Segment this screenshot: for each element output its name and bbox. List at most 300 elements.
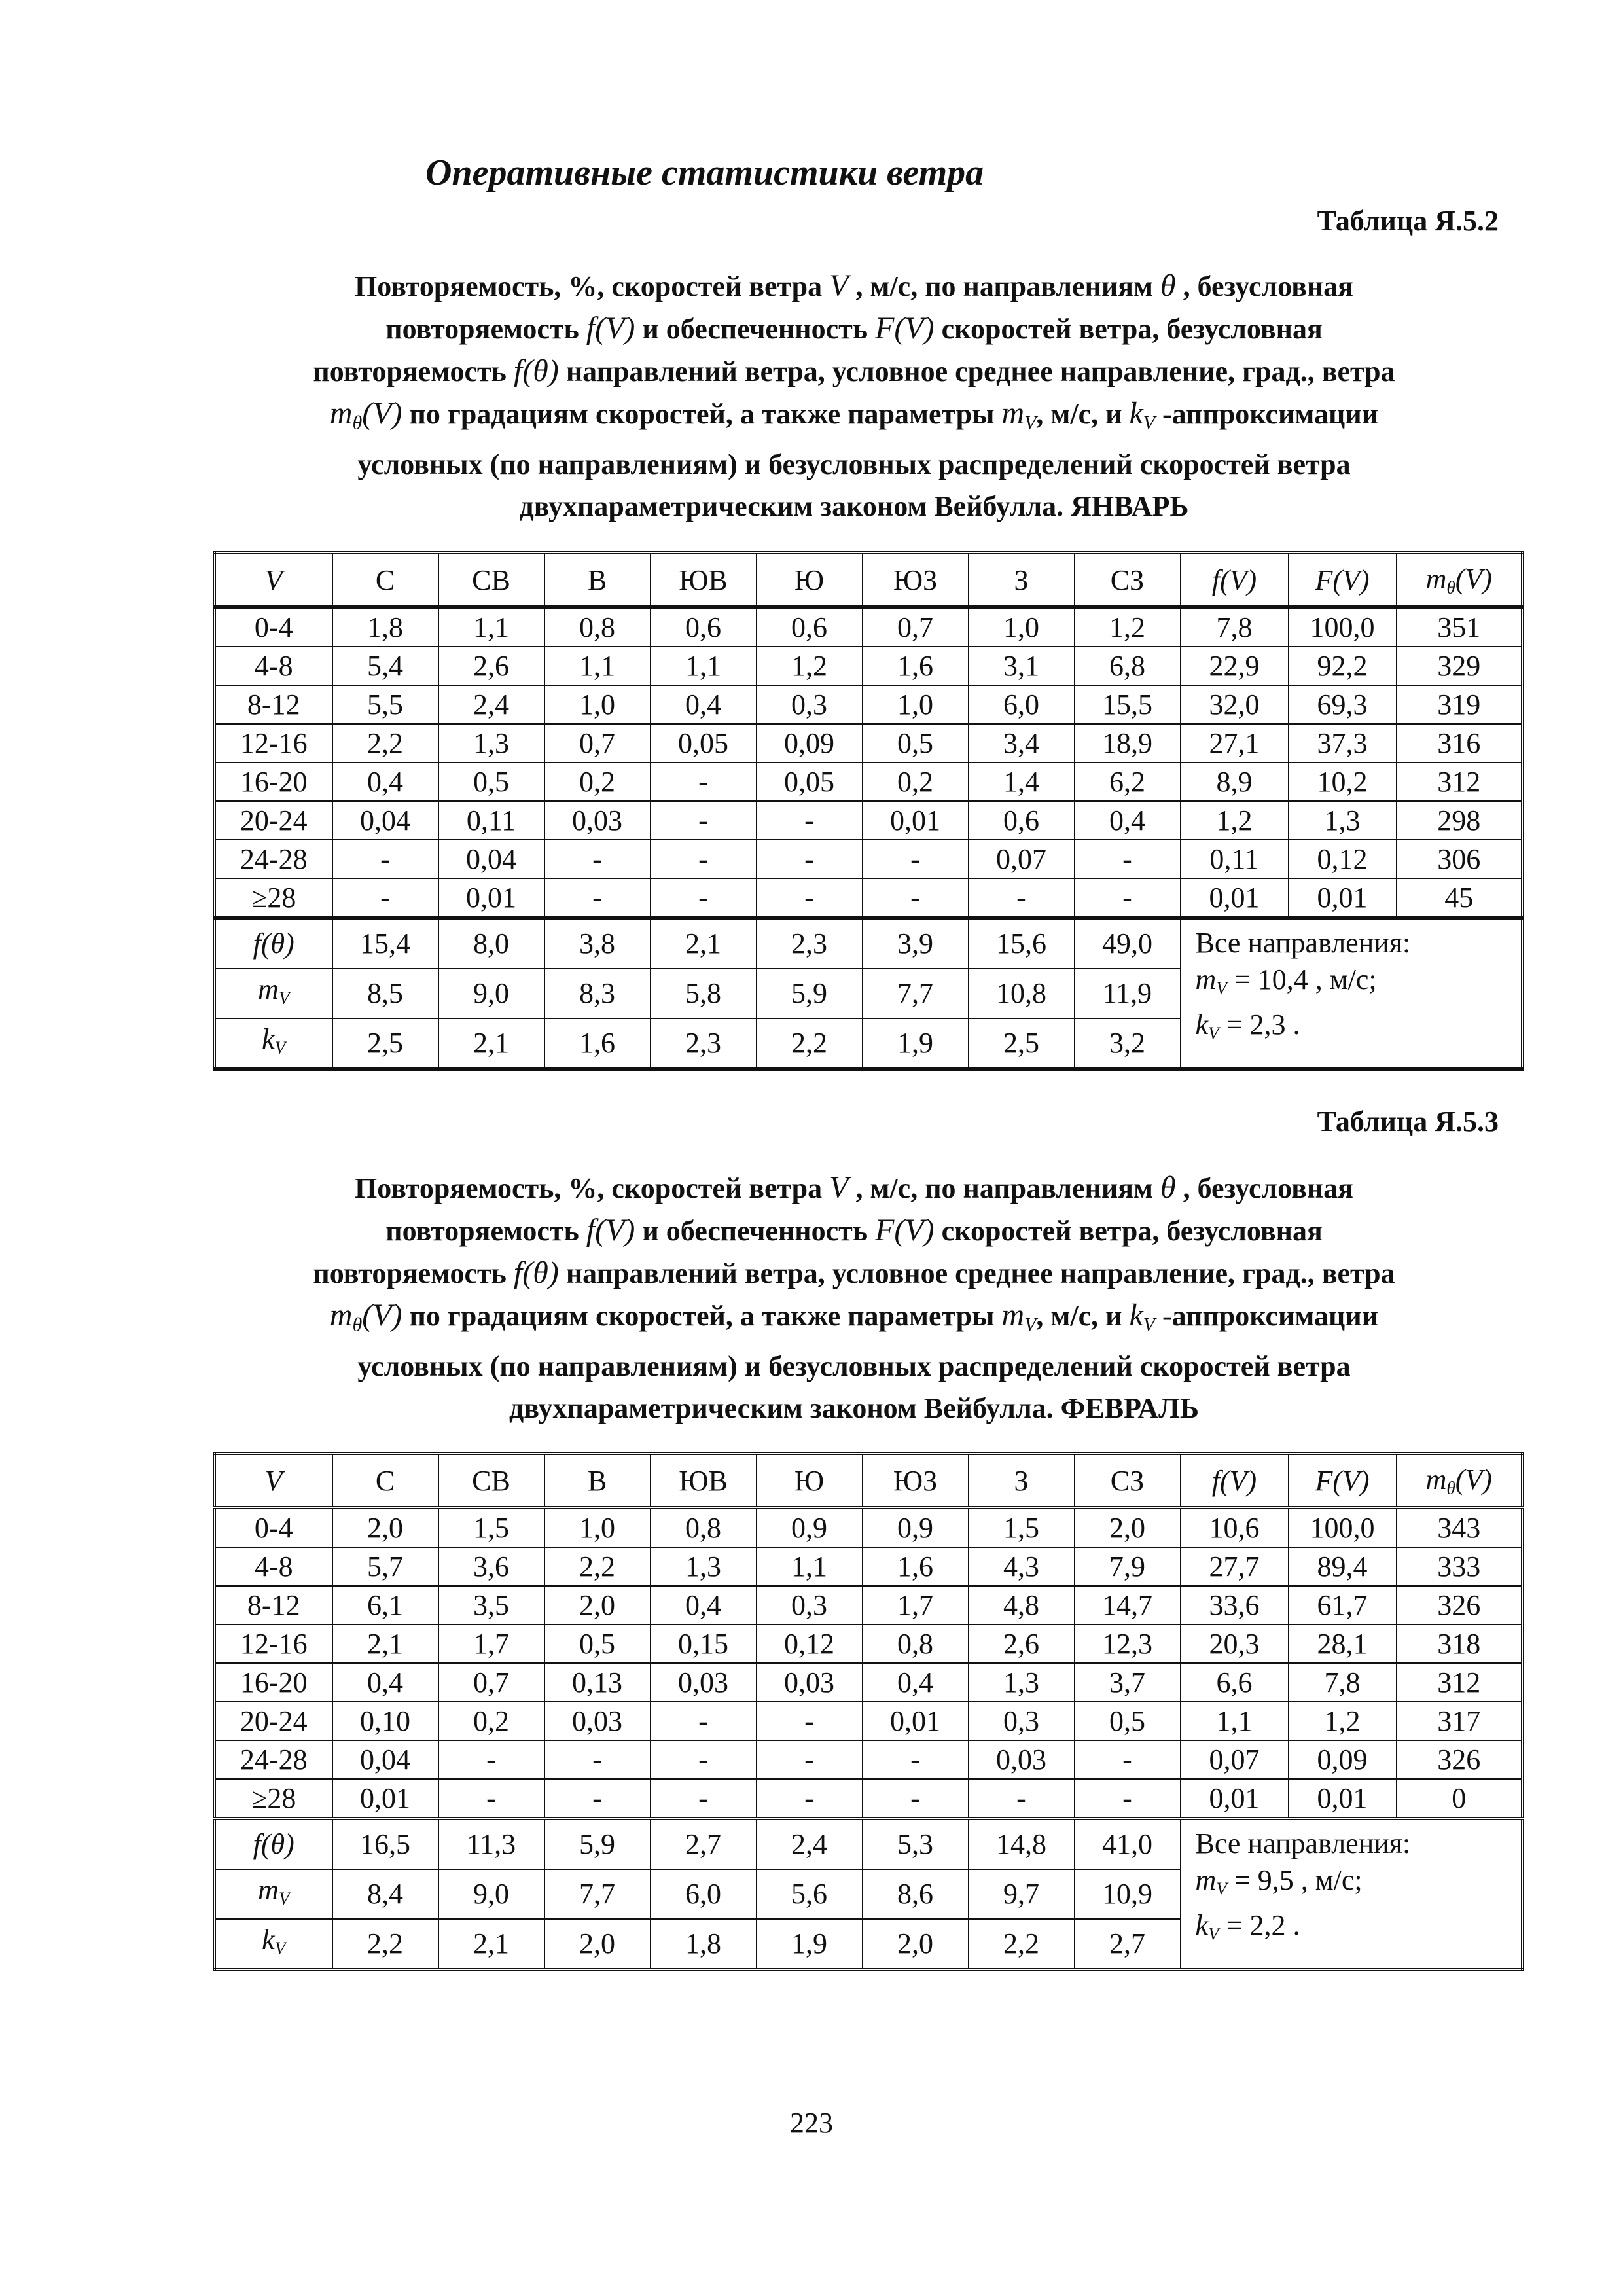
table-cell: 1,1 [757, 1547, 863, 1586]
all-directions-kv: $k_V = 2,2$ . [1195, 1909, 1300, 1944]
table-cell: - [438, 1740, 544, 1779]
table-cell: 1,1 [438, 607, 544, 647]
table-cell: 329 [1397, 647, 1523, 685]
table-cell: 3,9 [863, 918, 969, 969]
table-cell: 0,4 [651, 685, 757, 724]
table-cell: 4,8 [969, 1586, 1075, 1624]
column-header: СЗ [1075, 553, 1181, 607]
table-cell: 49,0 [1075, 918, 1181, 969]
table-row [215, 1624, 1523, 1663]
column-header: $m_\theta(V)$ [1397, 553, 1523, 607]
table-cell: - [757, 1702, 863, 1740]
table-cell: 7,8 [1181, 607, 1289, 647]
table-cell: 343 [1397, 1508, 1523, 1548]
table-cell: 2,4 [438, 685, 544, 724]
table-row [215, 762, 1523, 801]
table-cell: 0,6 [969, 801, 1075, 840]
table-cell: 0,7 [438, 1663, 544, 1702]
table-cell: 1,2 [1289, 1702, 1397, 1740]
table-cell: 2,0 [332, 1508, 438, 1548]
table-cell: 0,8 [863, 1624, 969, 1663]
table-cell: 10,8 [969, 969, 1075, 1018]
table-cell: 61,7 [1289, 1586, 1397, 1624]
table-cell: 0,01 [863, 801, 969, 840]
table-cell: 7,7 [544, 1869, 651, 1919]
table-cell: - [544, 878, 651, 918]
column-header: С [332, 553, 438, 607]
table-cell: 45 [1397, 878, 1523, 918]
table-cell: 100,0 [1289, 1508, 1397, 1548]
table-cell: 20-24 [215, 801, 332, 840]
table-cell: 10,6 [1181, 1508, 1289, 1548]
table-cell: 0,4 [1075, 801, 1181, 840]
column-header: Ю [757, 553, 863, 607]
table-cell: 0,3 [757, 1586, 863, 1624]
table-cell: 12,3 [1075, 1624, 1181, 1663]
all-directions-summary [1181, 1819, 1523, 1970]
table-cell: 319 [1397, 685, 1523, 724]
table-cell: 351 [1397, 607, 1523, 647]
table-cell: 1,6 [544, 1018, 651, 1069]
table-cell: 0 [1397, 1779, 1523, 1819]
table-cell: 5,5 [332, 685, 438, 724]
table-cell: 1,5 [438, 1508, 544, 1548]
table-cell: 3,1 [969, 647, 1075, 685]
table-cell: 1,3 [438, 724, 544, 762]
table-cell: 0,5 [438, 762, 544, 801]
table-cell: 0,01 [1181, 1779, 1289, 1819]
table-cell: 316 [1397, 724, 1523, 762]
table-cell: 100,0 [1289, 607, 1397, 647]
table-cell: 0,4 [651, 1586, 757, 1624]
table-cell: 1,0 [544, 685, 651, 724]
table-cell: 0,03 [651, 1663, 757, 1702]
table-cell: 4-8 [215, 647, 332, 685]
column-header: В [544, 553, 651, 607]
table-cell: 12-16 [215, 724, 332, 762]
table-cell: 2,4 [757, 1819, 863, 1870]
table-cell: 326 [1397, 1740, 1523, 1779]
table-cell: 0,5 [544, 1624, 651, 1663]
table-row [215, 1547, 1523, 1586]
table-cell: - [544, 1779, 651, 1819]
table-cell: 0,03 [969, 1740, 1075, 1779]
table-cell: 2,6 [438, 647, 544, 685]
table-row [215, 647, 1523, 685]
table-cell: - [651, 1779, 757, 1819]
table-cell: 6,0 [969, 685, 1075, 724]
table-cell: - [969, 878, 1075, 918]
table-cell: 0,01 [438, 878, 544, 918]
column-header: V [215, 553, 332, 607]
table-caption: Повторяемость, %, скоростей ветра V , м/с, по направлениям θ , безусловная повторяемость f(V) и обеспеченность F(V) скоростей ветра, безусловная повторяемость f(θ) направлений ветра, условное среднее направление, град., ветра $m_\theta(V)$ по градациям скоростей, а также параметры $m_V$, м/с, и $k_V$ -аппроксимации условных (по направлениям) и безусловных распределений скоростей ветра двухпараметрическим законом Вейбулла. ЯНВАРЬ [313, 268, 1395, 523]
table-cell: 7,9 [1075, 1547, 1181, 1586]
table-cell: 2,2 [332, 1919, 438, 1970]
table-cell: 1,8 [651, 1919, 757, 1970]
table-row [215, 1663, 1523, 1702]
table-cell: - [1075, 1740, 1181, 1779]
column-header: ЮЗ [863, 1454, 969, 1508]
column-header: $m_\theta(V)$ [1397, 1454, 1523, 1508]
table-cell: 4-8 [215, 1547, 332, 1586]
stats-row [215, 1819, 1523, 1870]
table-row [215, 724, 1523, 762]
table-row [215, 878, 1523, 918]
table-cell: - [651, 801, 757, 840]
table-cell: 0,11 [1181, 840, 1289, 878]
column-header: f(V) [1181, 553, 1289, 607]
table-cell: 5,3 [863, 1819, 969, 1870]
table-cell: 16,5 [332, 1819, 438, 1870]
table-cell: 3,5 [438, 1586, 544, 1624]
column-header: ЮЗ [863, 553, 969, 607]
table-cell: 5,9 [757, 969, 863, 1018]
column-header: З [969, 1454, 1075, 1508]
table-cell: 1,9 [863, 1018, 969, 1069]
column-header: С [332, 1454, 438, 1508]
table-cell: 3,4 [969, 724, 1075, 762]
table-cell: ≥28 [215, 878, 332, 918]
table-cell: 0,01 [1181, 878, 1289, 918]
table-cell: 2,5 [332, 1018, 438, 1069]
table-cell: 16-20 [215, 762, 332, 801]
table-cell: 2,1 [332, 1624, 438, 1663]
table-cell: 8,9 [1181, 762, 1289, 801]
table-cell: 3,8 [544, 918, 651, 969]
all-directions-kv: $k_V = 2,3$ . [1195, 1008, 1300, 1043]
column-header: СЗ [1075, 1454, 1181, 1508]
table-cell: - [863, 878, 969, 918]
table-cell: 28,1 [1289, 1624, 1397, 1663]
table-cell: 1,0 [969, 607, 1075, 647]
all-directions-summary [1181, 918, 1523, 1069]
table-cell: 1,2 [1181, 801, 1289, 840]
table-row [215, 840, 1523, 878]
column-header: В [544, 1454, 651, 1508]
header-row [215, 1454, 1523, 1508]
table-row [215, 1740, 1523, 1779]
table-cell: 8-12 [215, 1586, 332, 1624]
table-cell: 24-28 [215, 840, 332, 878]
table-cell: 2,7 [651, 1819, 757, 1870]
column-header: f(V) [1181, 1454, 1289, 1508]
table-cell: 14,8 [969, 1819, 1075, 1870]
table-row [215, 1586, 1523, 1624]
table-cell: 1,6 [863, 1547, 969, 1586]
table-cell: 0,6 [757, 607, 863, 647]
table-cell: 11,9 [1075, 969, 1181, 1018]
table-cell: 2,3 [757, 918, 863, 969]
table-cell: 4,3 [969, 1547, 1075, 1586]
table-cell: 2,7 [1075, 1919, 1181, 1970]
table-cell: 1,3 [651, 1547, 757, 1586]
table-cell: 1,1 [651, 647, 757, 685]
table-cell: 2,0 [1075, 1508, 1181, 1548]
table-cell: 2,2 [969, 1919, 1075, 1970]
table-cell: - [757, 840, 863, 878]
table-row [215, 1508, 1523, 1548]
stats-label: $k_V$ [215, 1018, 332, 1069]
table-cell: 0-4 [215, 1508, 332, 1548]
table-cell: - [651, 1740, 757, 1779]
table-cell: 0,04 [332, 801, 438, 840]
all-directions-mv: $m_V = 10,4$ , м/с; [1195, 963, 1377, 998]
table-cell: 0,10 [332, 1702, 438, 1740]
table-cell: 0,7 [544, 724, 651, 762]
table-cell: 32,0 [1181, 685, 1289, 724]
table-cell: 41,0 [1075, 1819, 1181, 1870]
table-cell: 1,0 [544, 1508, 651, 1548]
table-cell: 8,0 [438, 918, 544, 969]
table-cell: - [544, 840, 651, 878]
table-cell: 0,01 [863, 1702, 969, 1740]
table-cell: 0,01 [1289, 878, 1397, 918]
all-directions-mv: $m_V = 9,5$ , м/с; [1195, 1864, 1363, 1899]
stats-row [215, 918, 1523, 969]
table-cell: - [651, 1702, 757, 1740]
table-cell: 0,9 [863, 1508, 969, 1548]
table-cell: 2,1 [438, 1919, 544, 1970]
table-cell: 5,7 [332, 1547, 438, 1586]
table-cell: 5,6 [757, 1869, 863, 1919]
table-cell: 0,3 [757, 685, 863, 724]
table-cell: 2,1 [438, 1018, 544, 1069]
table-cell: 0,04 [332, 1740, 438, 1779]
table-cell: - [863, 1779, 969, 1819]
table-cell: 0,2 [438, 1702, 544, 1740]
table-cell: - [438, 1779, 544, 1819]
table-cell: 14,7 [1075, 1586, 1181, 1624]
table-cell: - [1075, 840, 1181, 878]
table-label: Таблица Я.5.2 [1317, 205, 1499, 237]
table-cell: 3,2 [1075, 1018, 1181, 1069]
table-cell: 0,07 [969, 840, 1075, 878]
page-number: 223 [790, 2107, 833, 2139]
table-cell: 8,4 [332, 1869, 438, 1919]
table-cell: 2,3 [651, 1018, 757, 1069]
table-cell: 1,1 [544, 647, 651, 685]
table-cell: 92,2 [1289, 647, 1397, 685]
table-cell: 0,09 [757, 724, 863, 762]
table-cell: - [757, 801, 863, 840]
table-cell: 0,5 [863, 724, 969, 762]
table-cell: 312 [1397, 762, 1523, 801]
table-cell: 8,3 [544, 969, 651, 1018]
column-header: Ю [757, 1454, 863, 1508]
table-cell: 0,4 [332, 1663, 438, 1702]
table-cell: 0,01 [1289, 1779, 1397, 1819]
stats-label: f(θ) [215, 918, 332, 969]
all-directions-title: Все направления: [1195, 927, 1411, 959]
table-cell: 0,8 [651, 1508, 757, 1548]
table-cell: 0,03 [757, 1663, 863, 1702]
table-cell: 0,8 [544, 607, 651, 647]
table-label: Таблица Я.5.3 [1317, 1105, 1499, 1138]
table-cell: 27,1 [1181, 724, 1289, 762]
table-cell: 9,0 [438, 969, 544, 1018]
table-cell: - [332, 840, 438, 878]
table-cell: 2,2 [332, 724, 438, 762]
table-caption: Повторяемость, %, скоростей ветра V , м/с, по направлениям θ , безусловная повторяемость f(V) и обеспеченность F(V) скоростей ветра, безусловная повторяемость f(θ) направлений ветра, условное среднее направление, град., ветра $m_\theta(V)$ по градациям скоростей, а также параметры $m_V$, м/с, и $k_V$ -аппроксимации условных (по направлениям) и безусловных распределений скоростей ветра двухпараметрическим законом Вейбулла. ФЕВРАЛЬ [313, 1170, 1395, 1425]
table-row [215, 1779, 1523, 1819]
column-header: З [969, 553, 1075, 607]
table-cell: 0,01 [332, 1779, 438, 1819]
table-cell: 0,13 [544, 1663, 651, 1702]
table-cell: 2,0 [863, 1919, 969, 1970]
table-cell: 6,8 [1075, 647, 1181, 685]
table-cell: 20-24 [215, 1702, 332, 1740]
table-cell: 5,8 [651, 969, 757, 1018]
table-cell: 6,2 [1075, 762, 1181, 801]
table-cell: - [332, 878, 438, 918]
table-cell: 1,5 [969, 1508, 1075, 1548]
stats-label: $m_V$ [215, 1869, 332, 1919]
wind-table [213, 551, 1524, 1071]
table-cell: 20,3 [1181, 1624, 1289, 1663]
table-cell: 0,4 [863, 1663, 969, 1702]
table-cell: 0,04 [438, 840, 544, 878]
table-cell: 18,9 [1075, 724, 1181, 762]
table-cell: 1,1 [1181, 1702, 1289, 1740]
table-cell: 333 [1397, 1547, 1523, 1586]
column-header: F(V) [1289, 553, 1397, 607]
table-cell: - [757, 1779, 863, 1819]
table-cell: 0-4 [215, 607, 332, 647]
table-cell: 2,2 [757, 1018, 863, 1069]
table-cell: 0,15 [651, 1624, 757, 1663]
table-cell: 0,7 [863, 607, 969, 647]
table-cell: 2,6 [969, 1624, 1075, 1663]
table-cell: - [863, 1740, 969, 1779]
table-cell: 1,6 [863, 647, 969, 685]
table-row [215, 801, 1523, 840]
table-cell: 16-20 [215, 1663, 332, 1702]
table-cell: 10,2 [1289, 762, 1397, 801]
table-cell: - [651, 762, 757, 801]
table-cell: - [544, 1740, 651, 1779]
table-cell: 22,9 [1181, 647, 1289, 685]
table-cell: 0,12 [757, 1624, 863, 1663]
table-cell: 0,2 [863, 762, 969, 801]
table-cell: 0,6 [651, 607, 757, 647]
table-cell: 2,1 [651, 918, 757, 969]
table-cell: 2,0 [544, 1586, 651, 1624]
stats-label: f(θ) [215, 1819, 332, 1870]
table-cell: 1,8 [332, 607, 438, 647]
all-directions-title: Все направления: [1195, 1827, 1411, 1859]
table-cell: ≥28 [215, 1779, 332, 1819]
table-cell: 1,2 [757, 647, 863, 685]
stats-label: $k_V$ [215, 1919, 332, 1970]
table-cell: 2,2 [544, 1547, 651, 1586]
table-cell: - [651, 840, 757, 878]
table-cell: 8-12 [215, 685, 332, 724]
table-cell: 69,3 [1289, 685, 1397, 724]
table-cell: 37,3 [1289, 724, 1397, 762]
table-cell: 312 [1397, 1663, 1523, 1702]
table-cell: 0,4 [332, 762, 438, 801]
table-cell: - [863, 840, 969, 878]
table-cell: 33,6 [1181, 1586, 1289, 1624]
table-cell: 0,03 [544, 801, 651, 840]
wind-table [213, 1452, 1524, 1971]
table-cell: 9,7 [969, 1869, 1075, 1919]
page-header: Оперативные статистики ветра [425, 152, 984, 193]
table-cell: 2,0 [544, 1919, 651, 1970]
table-cell: - [1075, 878, 1181, 918]
table-cell: 0,5 [1075, 1702, 1181, 1740]
table-cell: 10,9 [1075, 1869, 1181, 1919]
table-cell: 3,6 [438, 1547, 544, 1586]
table-cell: 0,03 [544, 1702, 651, 1740]
table-cell: 1,4 [969, 762, 1075, 801]
table-cell: 0,3 [969, 1702, 1075, 1740]
table-cell: 15,5 [1075, 685, 1181, 724]
table-cell: 3,7 [1075, 1663, 1181, 1702]
table-cell: - [757, 878, 863, 918]
table-cell: 5,4 [332, 647, 438, 685]
table-cell: - [969, 1779, 1075, 1819]
column-header: СВ [438, 553, 544, 607]
column-header: V [215, 1454, 332, 1508]
table-cell: 0,9 [757, 1508, 863, 1548]
table-cell: 1,3 [1289, 801, 1397, 840]
table-cell: 9,0 [438, 1869, 544, 1919]
table-cell: - [651, 878, 757, 918]
table-cell: 306 [1397, 840, 1523, 878]
stats-label: $m_V$ [215, 969, 332, 1018]
table-cell: 7,8 [1289, 1663, 1397, 1702]
table-cell: 1,2 [1075, 607, 1181, 647]
table-cell: 1,9 [757, 1919, 863, 1970]
table-cell: 0,05 [757, 762, 863, 801]
table-cell: 1,7 [863, 1586, 969, 1624]
table-cell: 0,05 [651, 724, 757, 762]
table-cell: 15,6 [969, 918, 1075, 969]
table-cell: 7,7 [863, 969, 969, 1018]
table-cell: 0,11 [438, 801, 544, 840]
table-cell: 0,2 [544, 762, 651, 801]
table-cell: 317 [1397, 1702, 1523, 1740]
table-cell: 2,5 [969, 1018, 1075, 1069]
table-cell: 8,5 [332, 969, 438, 1018]
table-cell: 27,7 [1181, 1547, 1289, 1586]
column-header: ЮВ [651, 1454, 757, 1508]
table-cell: 1,7 [438, 1624, 544, 1663]
table-cell: 6,1 [332, 1586, 438, 1624]
table-cell: - [1075, 1779, 1181, 1819]
table-cell: 326 [1397, 1586, 1523, 1624]
table-cell: 24-28 [215, 1740, 332, 1779]
table-cell: 11,3 [438, 1819, 544, 1870]
column-header: ЮВ [651, 553, 757, 607]
table-cell: 318 [1397, 1624, 1523, 1663]
header-row [215, 553, 1523, 607]
table-cell: 0,09 [1289, 1740, 1397, 1779]
table-cell: 15,4 [332, 918, 438, 969]
table-cell: 5,9 [544, 1819, 651, 1870]
table-cell: 6,0 [651, 1869, 757, 1919]
table-cell: 1,3 [969, 1663, 1075, 1702]
column-header: F(V) [1289, 1454, 1397, 1508]
column-header: СВ [438, 1454, 544, 1508]
table-cell: 0,12 [1289, 840, 1397, 878]
table-cell: 298 [1397, 801, 1523, 840]
table-cell: 89,4 [1289, 1547, 1397, 1586]
table-row [215, 685, 1523, 724]
table-cell: 12-16 [215, 1624, 332, 1663]
table-cell: 8,6 [863, 1869, 969, 1919]
